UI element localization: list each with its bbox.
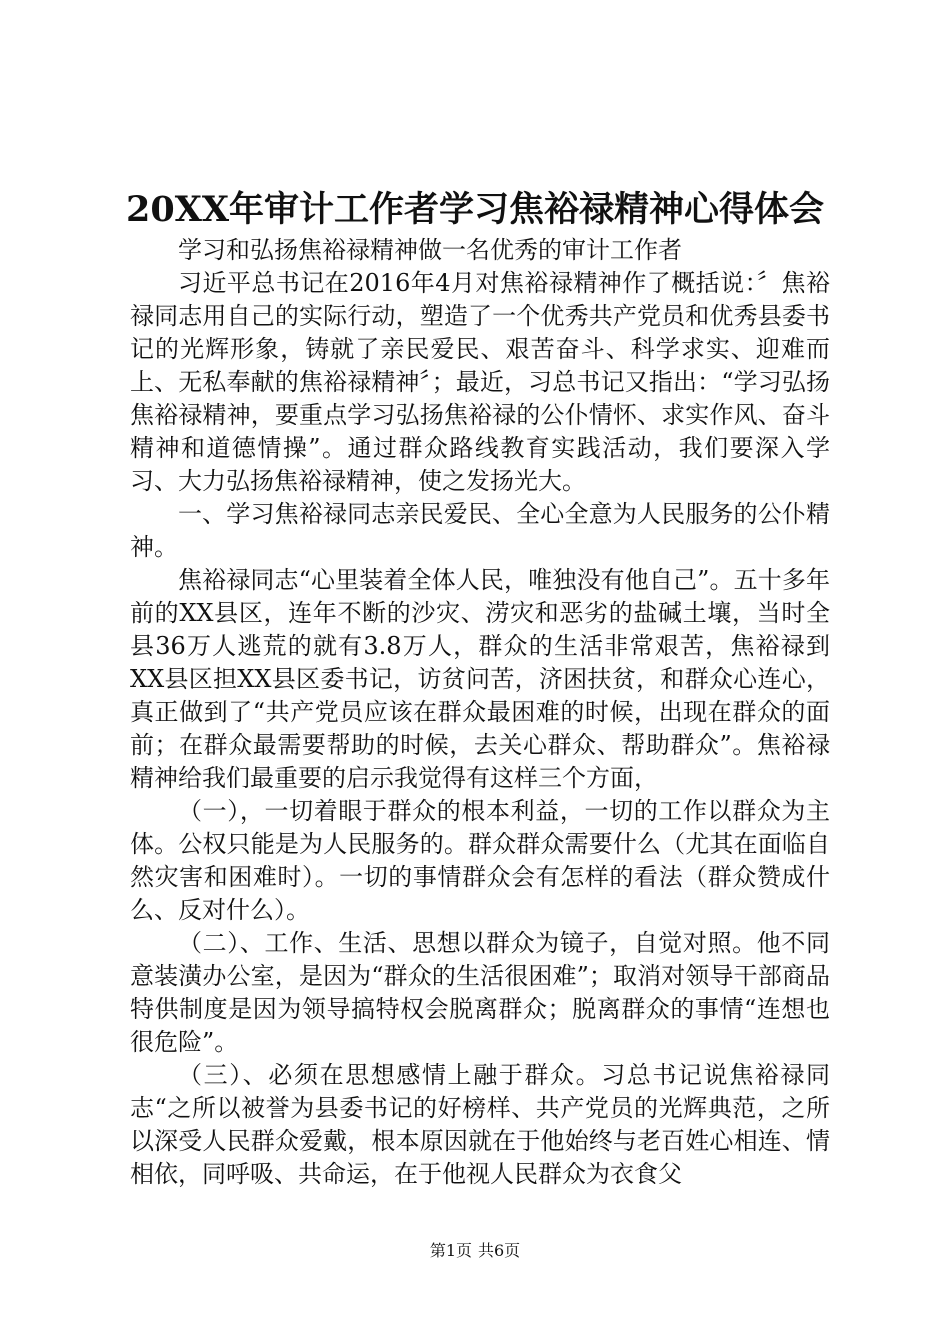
- document-subtitle: 学习和弘扬焦裕禄精神做一名优秀的审计工作者: [178, 236, 682, 264]
- paragraph-point-3: （三）、必须在思想感情上融于群众。习总书记说焦裕禄同志“之所以被誉为县委书记的好榜样、共产党员的光辉典范，之所以深受人民群众爱戴，根本原因就在于他始终与老百姓心相连、情相依，同呼吸、共命运，在于他视人民群众为衣食父: [130, 1061, 830, 1188]
- page-total: 共6页: [478, 1241, 521, 1260]
- paragraph-intro: 习近平总书记在2016年4月对焦裕禄精神作了概括说：〞焦裕禄同志用自己的实际行动，塑造了一个优秀共产党员和优秀县委书记的光辉形象，铸就了亲民爱民、艰苦奋斗、科学求实、迎难而上、无私奉献的焦裕禄精神〞；最近，习总书记又指出：“学习弘扬焦裕禄精神，要重点学习弘扬焦裕禄的公仆情怀、求实作风、奋斗精神和道德情操”。通过群众路线教育实践活动，我们要深入学习、大力弘扬焦裕禄精神，使之发扬光大。: [130, 269, 830, 495]
- page-footer: [0, 1240, 950, 1262]
- paragraph-section-1: 焦裕禄同志“心里装着全体人民，唯独没有他自己”。五十多年前的XX县区，连年不断的沙灾、涝灾和恶劣的盐碱土壤，当时全县36万人逃荒的就有3.8万人，群众的生活非常艰苦，焦裕禄到XX县区担XX县区委书记，访贫问苦，济困扶贫，和群众心连心，真正做到了“共产党员应该在群众最困难的时候，出现在群众的面前；在群众最需要帮助的时候，去关心群众、帮助群众”。焦裕禄精神给我们最重要的启示我觉得有这样三个方面，: [130, 566, 830, 792]
- document-title: 20XX年审计工作者学习焦裕禄精神心得体会: [125, 189, 825, 230]
- paragraph-point-2: （二）、工作、生活、思想以群众为镜子，自觉对照。他不同意装潢办公室，是因为“群众的生活很困难”；取消对领导干部商品特供制度是因为领导搞特权会脱离群众；脱离群众的事情“连想也很危险”。: [130, 929, 830, 1056]
- paragraph-point-1: （一），一切着眼于群众的根本利益，一切的工作以群众为主体。公权只能是为人民服务的。群众群众需要什么（尤其在面临自然灾害和困难时）。一切的事情群众会有怎样的看法（群众赞成什么、反对什么）。: [130, 797, 830, 924]
- document-body: [130, 234, 830, 1191]
- page-number: 第1页: [429, 1241, 472, 1260]
- section-heading-1: 一、学习焦裕禄同志亲民爱民、全心全意为人民服务的公仆精神。: [130, 500, 830, 561]
